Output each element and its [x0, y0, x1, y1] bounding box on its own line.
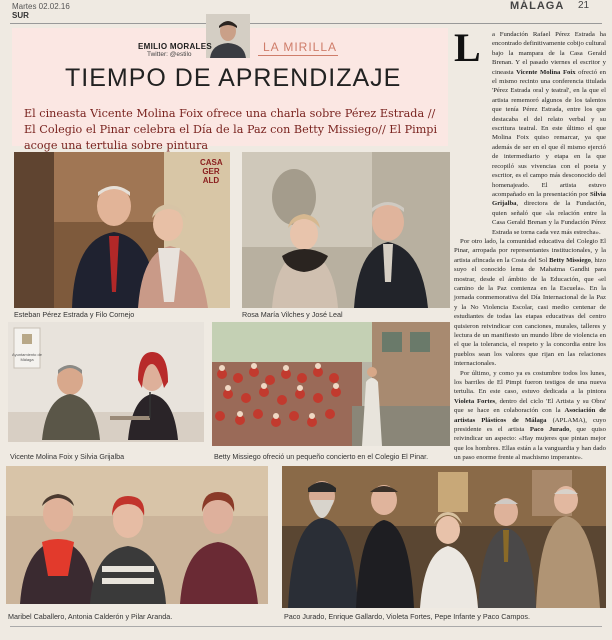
banner-text: Ayuntamiento de Málaga: [12, 352, 42, 362]
deck: El cineasta Vicente Molina Foix ofrece una charla sobre Pérez Estrada // El Colegio el Pinar celebra el Día de la Paz con Betty Missiego// El Pimpi acoge una tertulia sobre pintura: [24, 107, 438, 152]
page-title: TIEMPO DE APRENDIZAJE: [65, 64, 402, 92]
photo-perez-estrada-cornejo: [14, 152, 230, 308]
section-tag-rule: [258, 55, 338, 56]
text-run: Por último, y como ya es costumbre todos los lunes, los barriles de El Pimpi fueron testigos de una nueva tertulia. En este caso, estuvo dedicada a la pintora: [454, 369, 606, 396]
photo-caption: Maribel Caballero, Antonia Calderón y Pilar Aranda.: [8, 612, 173, 621]
text-run: , hizo suyo el conocido lema de Mahatma Gandhi para mostrar, desde el ámbito de la Educación, que «el camino de la Paz comienza en la Escuela». En la jornada conmemorativa del Día Internacional de la Paz y la No Violencia Escolar, casi medio centenar de estudiantes de todas las etapas educativas del centro quisieron reivindicar con canciones, murales, talleres y lectura de un manifiesto un mundo libre de violencia en el que la tolerancia, el respeto y la concordia entre los pueblos sean los valores que rijan en las relaciones internacionales.: [454, 256, 606, 368]
article-paragraph: [454, 25, 606, 237]
photo-jurado-gallardo-fortes-infante-campos: [282, 466, 606, 608]
photo-caballero-calderon-aranda: [6, 466, 268, 604]
text-run: a Fundación Rafael Pérez Estrada ha encontrado definitivamente cobijo cultural bajo la mampara de la Casa Gerald Brenan. Y el pasado viernes el escritor y cineasta: [492, 31, 606, 76]
article-body: [454, 25, 607, 463]
text-run: ofreció en el mismo recinto una conferencia titulada 'Pérez Estrada oral y teatral', en la que el artista rememoró algunos de los talentos que tenía Pérez Estrada, entre los que destacaba el del relato verbal y su escritura teatral. En este último el que Molina Foix quiso remarcar, ya que además de ser en el que él mismo ejerció de intermediario y etapa en la que recopiló sus vivencias con el poeta y escritor, es el campo más desconocido del homenajeado. El artista estuvo acompañado en la presentación por: [492, 68, 606, 198]
photo-caption: Esteban Pérez Estrada y Filo Cornejo: [14, 310, 135, 319]
bold-name: Vicente Molina Foix: [516, 68, 576, 76]
text-run: , dentro del ciclo 'El Artista y su Obra' que se hace en colaboración con la: [454, 397, 607, 415]
article-paragraph: [454, 237, 606, 369]
photo-molina-grijalba: [8, 322, 204, 442]
header-date: Martes 02.02.16: [12, 2, 70, 11]
header-rule: [10, 23, 602, 24]
photo-caption: Vicente Molina Foix y Silvia Grijalba: [10, 452, 125, 461]
article-paragraph: [454, 369, 606, 463]
text-run: , que quiso reivindicar un aspecto: «Hay mujeres que pintan mejor que los hombres. Ellas están a la vanguardia y han dado un paso enorme frente al machismo imperante».: [454, 426, 607, 462]
author-name: EMILIO MORALES: [138, 42, 212, 51]
photo-caption: Rosa María Vilches y José Leal: [242, 310, 343, 319]
text-run: , directora de la Fundación, quien señaló que «la relación entre la Casa Gerald Brenan y la Fundación Pérez Estrada se torna cada vez más estrecha».: [492, 200, 606, 236]
photo-colegio-el-pinar: [212, 322, 450, 446]
bold-name: Violeta Fortes: [454, 397, 496, 405]
bottom-rule: [10, 626, 602, 627]
page-number: 21: [578, 0, 590, 11]
author-twitter: Twitter: @estilo: [147, 51, 192, 58]
header-section: SUR: [12, 11, 29, 20]
bold-name: Asociación de artistas Plásticos de Málaga: [454, 407, 606, 424]
photo-caption: Paco Jurado, Enrique Gallardo, Violeta Fortes, Pepe Infante y Paco Campos.: [284, 612, 530, 621]
header-city: MÁLAGA: [510, 0, 565, 12]
sign-text: CASA GER ALD: [200, 158, 223, 185]
section-tag: LA MIRILLA: [263, 40, 338, 54]
author-photo: [206, 14, 250, 58]
text-run: (APLAMA), cuyo presidente es el artista: [454, 416, 606, 434]
bold-name: Betty Missiego: [549, 256, 591, 264]
bold-name: Paco Jurado: [529, 426, 570, 434]
text-run: Por otro lado, la comunidad educativa del Colegio El Pinar, arropada por representantes institucionales, y la artista afincada en la Costa del Sol: [454, 237, 606, 264]
photo-vilches-leal: [242, 152, 450, 308]
drop-cap: L: [454, 25, 481, 70]
bold-name: Silvia Grijalba: [492, 190, 606, 208]
photo-caption: Betty Missiego ofreció un pequeño concierto en el Colegio El Pinar.: [214, 452, 429, 461]
